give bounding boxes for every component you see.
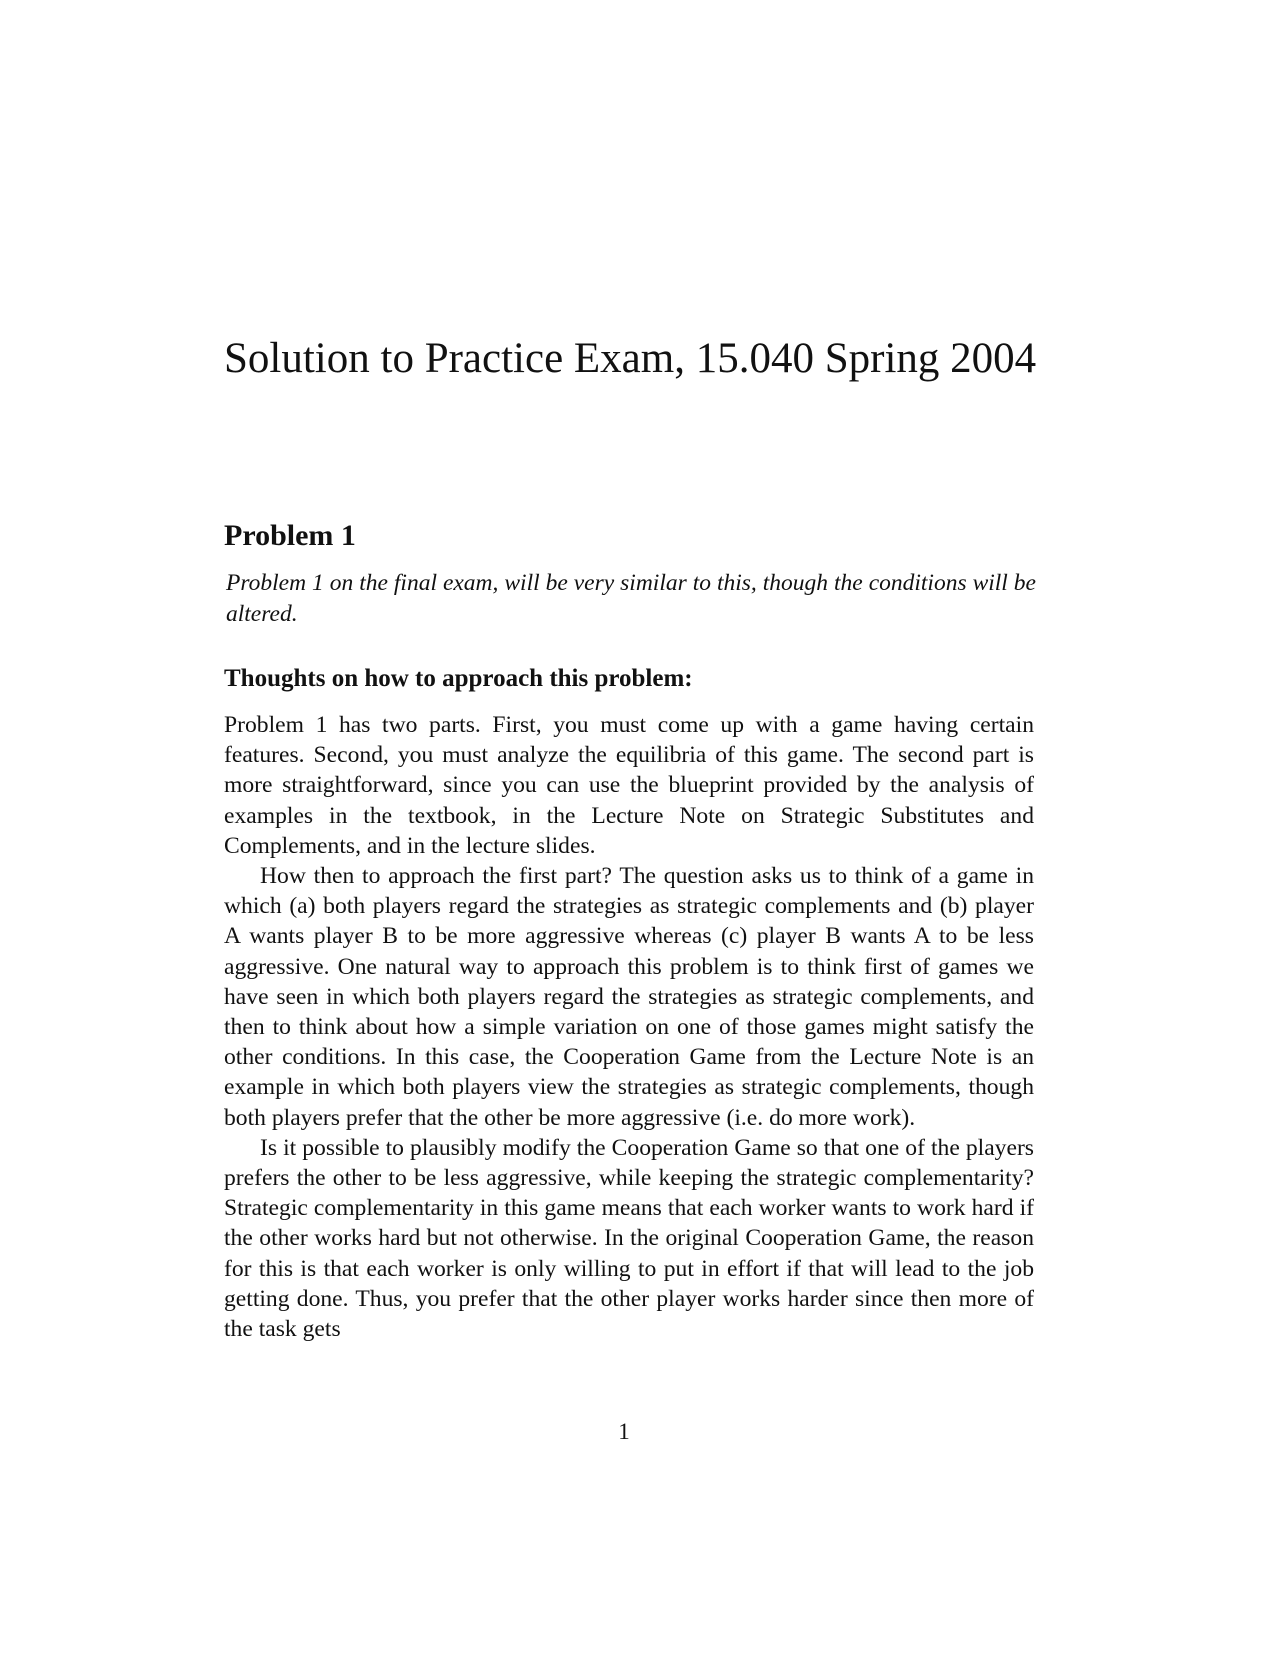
page-number: 1 bbox=[618, 1419, 630, 1444]
section-heading: Problem 1 bbox=[224, 519, 356, 552]
approach-subheading: Thoughts on how to approach this problem: bbox=[224, 665, 693, 692]
paragraph: Is it possible to plausibly modify the Cooperation Game so that one of the players prefers the other to be less aggressive, while keeping the strategic complementarity? Strategic complementarity in this game means that each worker wants to work hard if the other works hard but not otherwise. In the original Cooperation Game, the reason for this is that each worker is only willing to put in effort if that will lead to the job getting done. Thus, you prefer that the other player works harder since then more of the task gets bbox=[224, 1134, 1034, 1343]
problem-note: Problem 1 on the final exam, will be very similar to this, though the conditions will be altered. bbox=[226, 570, 1036, 627]
paragraph: How then to approach the first part? The question asks us to think of a game in which (a) both players regard the strategies as strategic complements and (b) player A wants player B to be more aggressive whereas (c) player B wants A to be less aggressive. One natural way to approach this problem is to think first of games we have seen in which both players regard the strategies as strategic complements, and then to think about how a simple variation on one of those games might satisfy the other conditions. In this case, the Cooperation Game from the Lecture Note is an example in which both players view the strategies as strategic complements, though both players prefer that the other be more aggressive (i.e. do more work). bbox=[224, 863, 1034, 1131]
paragraph: Problem 1 has two parts. First, you must come up with a game having certain features. Second, you must analyze the equilibria of this game. The second part is more straightforward, since you can use the blueprint provided by the analysis of examples in the textbook, in the Lecture Note on Strategic Substitutes and Complements, and in the lecture slides. bbox=[224, 712, 1034, 859]
body-text bbox=[224, 710, 1034, 1344]
page-title: Solution to Practice Exam, 15.040 Spring 2004 bbox=[224, 335, 1037, 382]
